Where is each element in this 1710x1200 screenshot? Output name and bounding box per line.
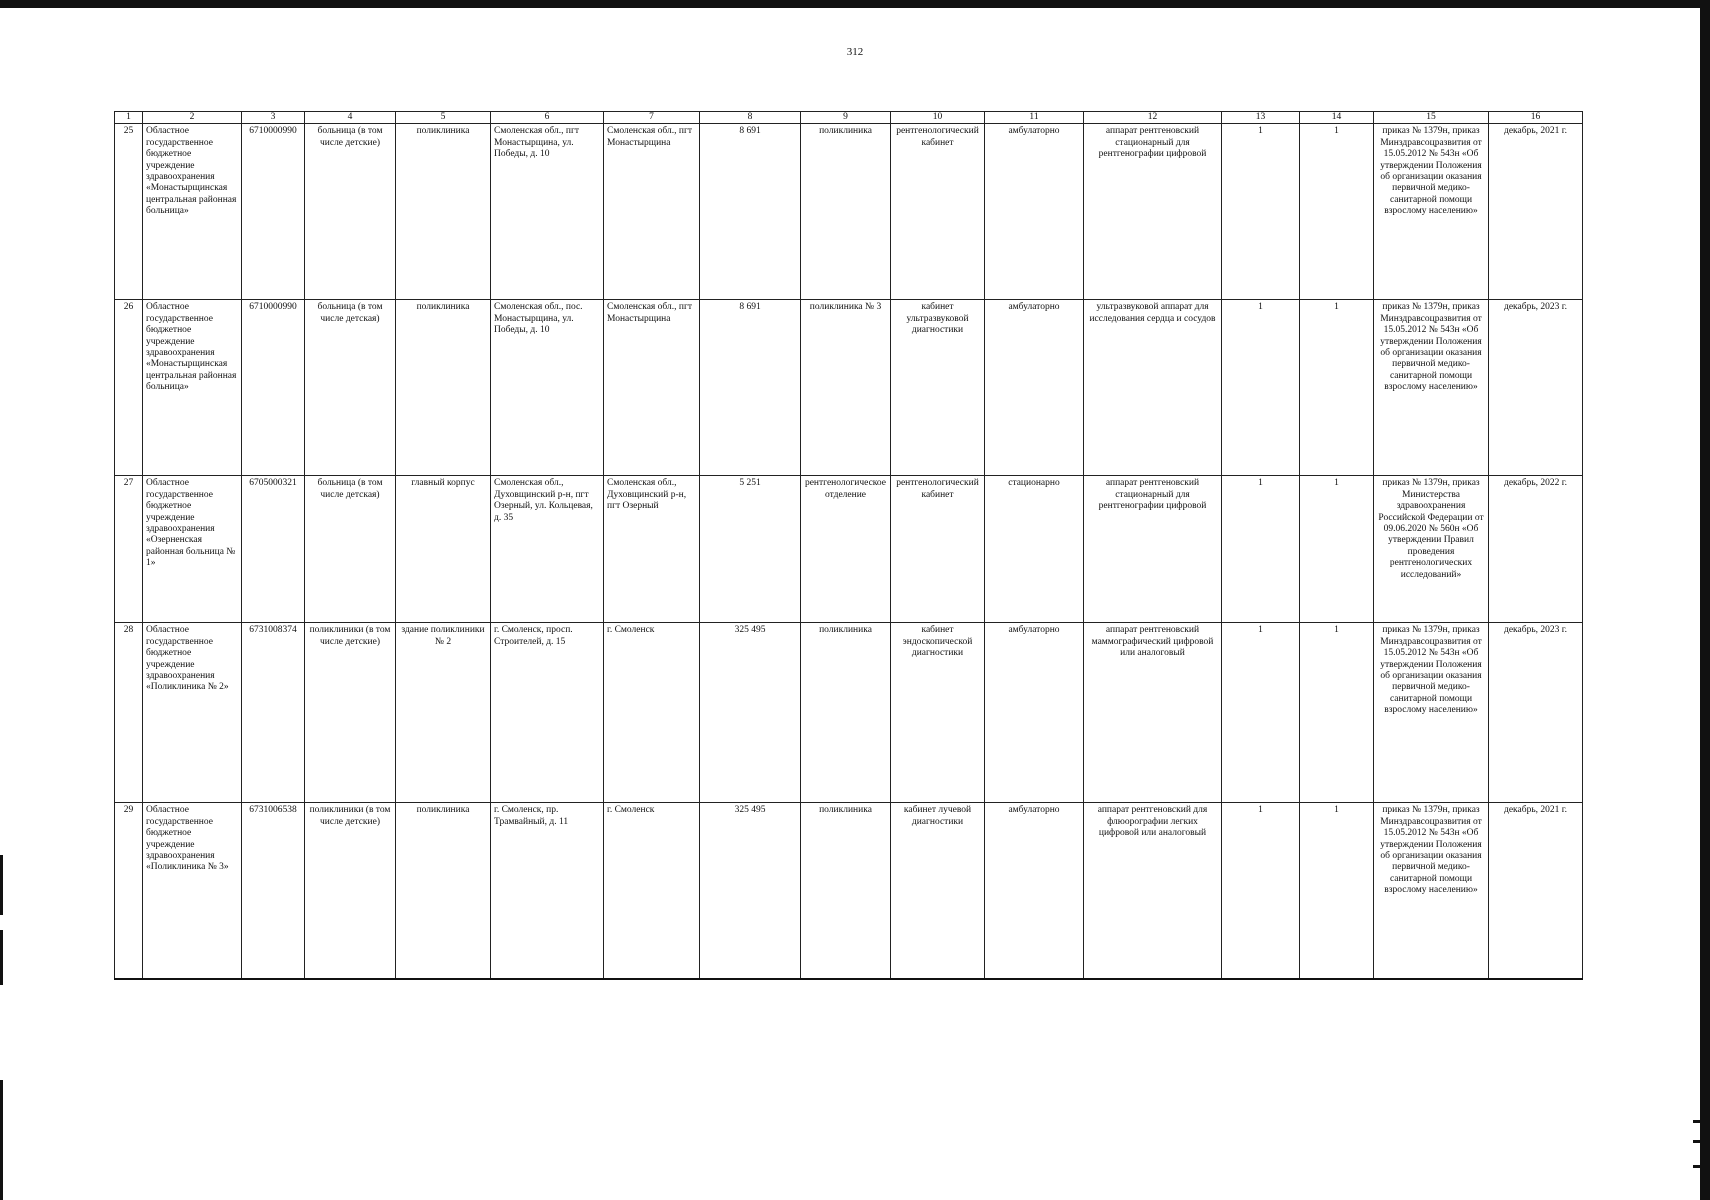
column-header: 1: [115, 112, 143, 124]
population: 5 251: [700, 476, 801, 623]
quantity: 1: [1222, 803, 1300, 979]
deadline: декабрь, 2023 г.: [1489, 300, 1583, 476]
cabinet: рентгенологический кабинет: [891, 476, 985, 623]
deadline: декабрь, 2022 г.: [1489, 476, 1583, 623]
care-mode: амбулаторно: [985, 124, 1084, 300]
facility-type: поликлиники (в том числе детские): [305, 623, 396, 803]
deadline: декабрь, 2023 г.: [1489, 623, 1583, 803]
facility-type: больница (в том числе детские): [305, 124, 396, 300]
settlement: Смоленская обл., пгт Монастырщина: [604, 124, 700, 300]
scan-top-border: [0, 0, 1710, 8]
quantity: 1: [1222, 476, 1300, 623]
legal-basis: приказ № 1379н, приказ Минздравсоцразвития от 15.05.2012 № 543н «Об утверждении Положения об организации оказания первичной медико-санитарной помощи взрослому населению»: [1374, 803, 1489, 979]
legal-basis: приказ № 1379н, приказ Министерства здравоохранения Российской Федерации от 09.06.2020 № 560н «Об утверждении Правил проведения рентгенологических исследований»: [1374, 476, 1489, 623]
equipment: ультразвуковой аппарат для исследования сердца и сосудов: [1084, 300, 1222, 476]
column-header: 16: [1489, 112, 1583, 124]
quantity: 1: [1222, 623, 1300, 803]
cabinet: рентгенологический кабинет: [891, 124, 985, 300]
institution-name: Областное государственное бюджетное учреждение здравоохранения «Поликлиника № 3»: [143, 803, 242, 979]
department: поликлиника: [801, 124, 891, 300]
column-header: 9: [801, 112, 891, 124]
quantity-planned: 1: [1300, 803, 1374, 979]
institution-name: Областное государственное бюджетное учреждение здравоохранения «Озерненская районная больница № 1»: [143, 476, 242, 623]
address: г. Смоленск, просп. Строителей, д. 15: [491, 623, 604, 803]
table-row: [115, 300, 1583, 476]
column-header: 3: [242, 112, 305, 124]
column-header: 8: [700, 112, 801, 124]
care-mode: амбулаторно: [985, 803, 1084, 979]
institution-name: Областное государственное бюджетное учреждение здравоохранения «Монастырщинская центральная районная больница»: [143, 300, 242, 476]
row-number: 28: [115, 623, 143, 803]
column-header: 6: [491, 112, 604, 124]
scan-right-border: [1700, 0, 1710, 1200]
table-row: [115, 476, 1583, 623]
care-mode: стационарно: [985, 476, 1084, 623]
row-number: 26: [115, 300, 143, 476]
inn: 6705000321: [242, 476, 305, 623]
table-header-row: [115, 112, 1583, 124]
table-row: [115, 623, 1583, 803]
row-number: 27: [115, 476, 143, 623]
building: главный корпус: [396, 476, 491, 623]
department: поликлиника: [801, 803, 891, 979]
row-number: 29: [115, 803, 143, 979]
address: Смоленская обл., пос. Монастырщина, ул. Победы, д. 10: [491, 300, 604, 476]
column-header: 11: [985, 112, 1084, 124]
legal-basis: приказ № 1379н, приказ Минздравсоцразвития от 15.05.2012 № 543н «Об утверждении Положения об организации оказания первичной медико-санитарной помощи взрослому населению»: [1374, 124, 1489, 300]
population: 8 691: [700, 300, 801, 476]
building: поликлиника: [396, 124, 491, 300]
quantity-planned: 1: [1300, 623, 1374, 803]
registry-table: [114, 111, 1583, 980]
building: поликлиника: [396, 300, 491, 476]
inn: 6731008374: [242, 623, 305, 803]
inn: 6731006538: [242, 803, 305, 979]
scan-mark-right-3: [1693, 1165, 1700, 1168]
settlement: г. Смоленск: [604, 803, 700, 979]
department: поликлиника: [801, 623, 891, 803]
facility-type: поликлиники (в том числе детские): [305, 803, 396, 979]
column-header: 15: [1374, 112, 1489, 124]
deadline: декабрь, 2021 г.: [1489, 803, 1583, 979]
building: здание поликлиники № 2: [396, 623, 491, 803]
scan-mark-left-2: [0, 930, 3, 985]
quantity-planned: 1: [1300, 124, 1374, 300]
department: поликлиника № 3: [801, 300, 891, 476]
row-number: 25: [115, 124, 143, 300]
quantity-planned: 1: [1300, 300, 1374, 476]
cabinet: кабинет эндоскопической диагностики: [891, 623, 985, 803]
equipment: аппарат рентгеновский маммографический цифровой или аналоговый: [1084, 623, 1222, 803]
legal-basis: приказ № 1379н, приказ Минздравсоцразвития от 15.05.2012 № 543н «Об утверждении Положения об организации оказания первичной медико-санитарной помощи взрослому населению»: [1374, 300, 1489, 476]
facility-type: больница (в том числе детская): [305, 300, 396, 476]
scan-mark-left-1: [0, 855, 3, 915]
settlement: Смоленская обл., Духовщинский р-н, пгт Озерный: [604, 476, 700, 623]
care-mode: амбулаторно: [985, 300, 1084, 476]
column-header: 13: [1222, 112, 1300, 124]
equipment: аппарат рентгеновский стационарный для рентгенографии цифровой: [1084, 124, 1222, 300]
column-header: 4: [305, 112, 396, 124]
inn: 6710000990: [242, 300, 305, 476]
scan-mark-right-2: [1693, 1140, 1700, 1143]
quantity-planned: 1: [1300, 476, 1374, 623]
scan-mark-right-1: [1693, 1120, 1700, 1123]
department: рентгенологическое отделение: [801, 476, 891, 623]
population: 8 691: [700, 124, 801, 300]
equipment: аппарат рентгеновский стационарный для рентгенографии цифровой: [1084, 476, 1222, 623]
column-header: 7: [604, 112, 700, 124]
column-header: 2: [143, 112, 242, 124]
table-row: [115, 124, 1583, 300]
registry-table-container: [114, 111, 1583, 980]
quantity: 1: [1222, 300, 1300, 476]
equipment: аппарат рентгеновский для флюорографии легких цифровой или аналоговый: [1084, 803, 1222, 979]
deadline: декабрь, 2021 г.: [1489, 124, 1583, 300]
page-number: 312: [846, 46, 864, 58]
column-header: 10: [891, 112, 985, 124]
cabinet: кабинет лучевой диагностики: [891, 803, 985, 979]
population: 325 495: [700, 803, 801, 979]
inn: 6710000990: [242, 124, 305, 300]
facility-type: больница (в том числе детская): [305, 476, 396, 623]
table-row: [115, 803, 1583, 979]
care-mode: амбулаторно: [985, 623, 1084, 803]
column-header: 14: [1300, 112, 1374, 124]
building: поликлиника: [396, 803, 491, 979]
scan-mark-left-3: [0, 1080, 3, 1200]
column-header: 12: [1084, 112, 1222, 124]
settlement: г. Смоленск: [604, 623, 700, 803]
quantity: 1: [1222, 124, 1300, 300]
column-header: 5: [396, 112, 491, 124]
settlement: Смоленская обл., пгт Монастырщина: [604, 300, 700, 476]
cabinet: кабинет ультразвуковой диагностики: [891, 300, 985, 476]
institution-name: Областное государственное бюджетное учреждение здравоохранения «Монастырщинская центральная районная больница»: [143, 124, 242, 300]
legal-basis: приказ № 1379н, приказ Минздравсоцразвития от 15.05.2012 № 543н «Об утверждении Положения об организации оказания первичной медико-санитарной помощи взрослому населению»: [1374, 623, 1489, 803]
address: г. Смоленск, пр. Трамвайный, д. 11: [491, 803, 604, 979]
population: 325 495: [700, 623, 801, 803]
address: Смоленская обл., пгт Монастырщина, ул. Победы, д. 10: [491, 124, 604, 300]
institution-name: Областное государственное бюджетное учреждение здравоохранения «Поликлиника № 2»: [143, 623, 242, 803]
address: Смоленская обл., Духовщинский р-н, пгт Озерный, ул. Кольцевая, д. 35: [491, 476, 604, 623]
